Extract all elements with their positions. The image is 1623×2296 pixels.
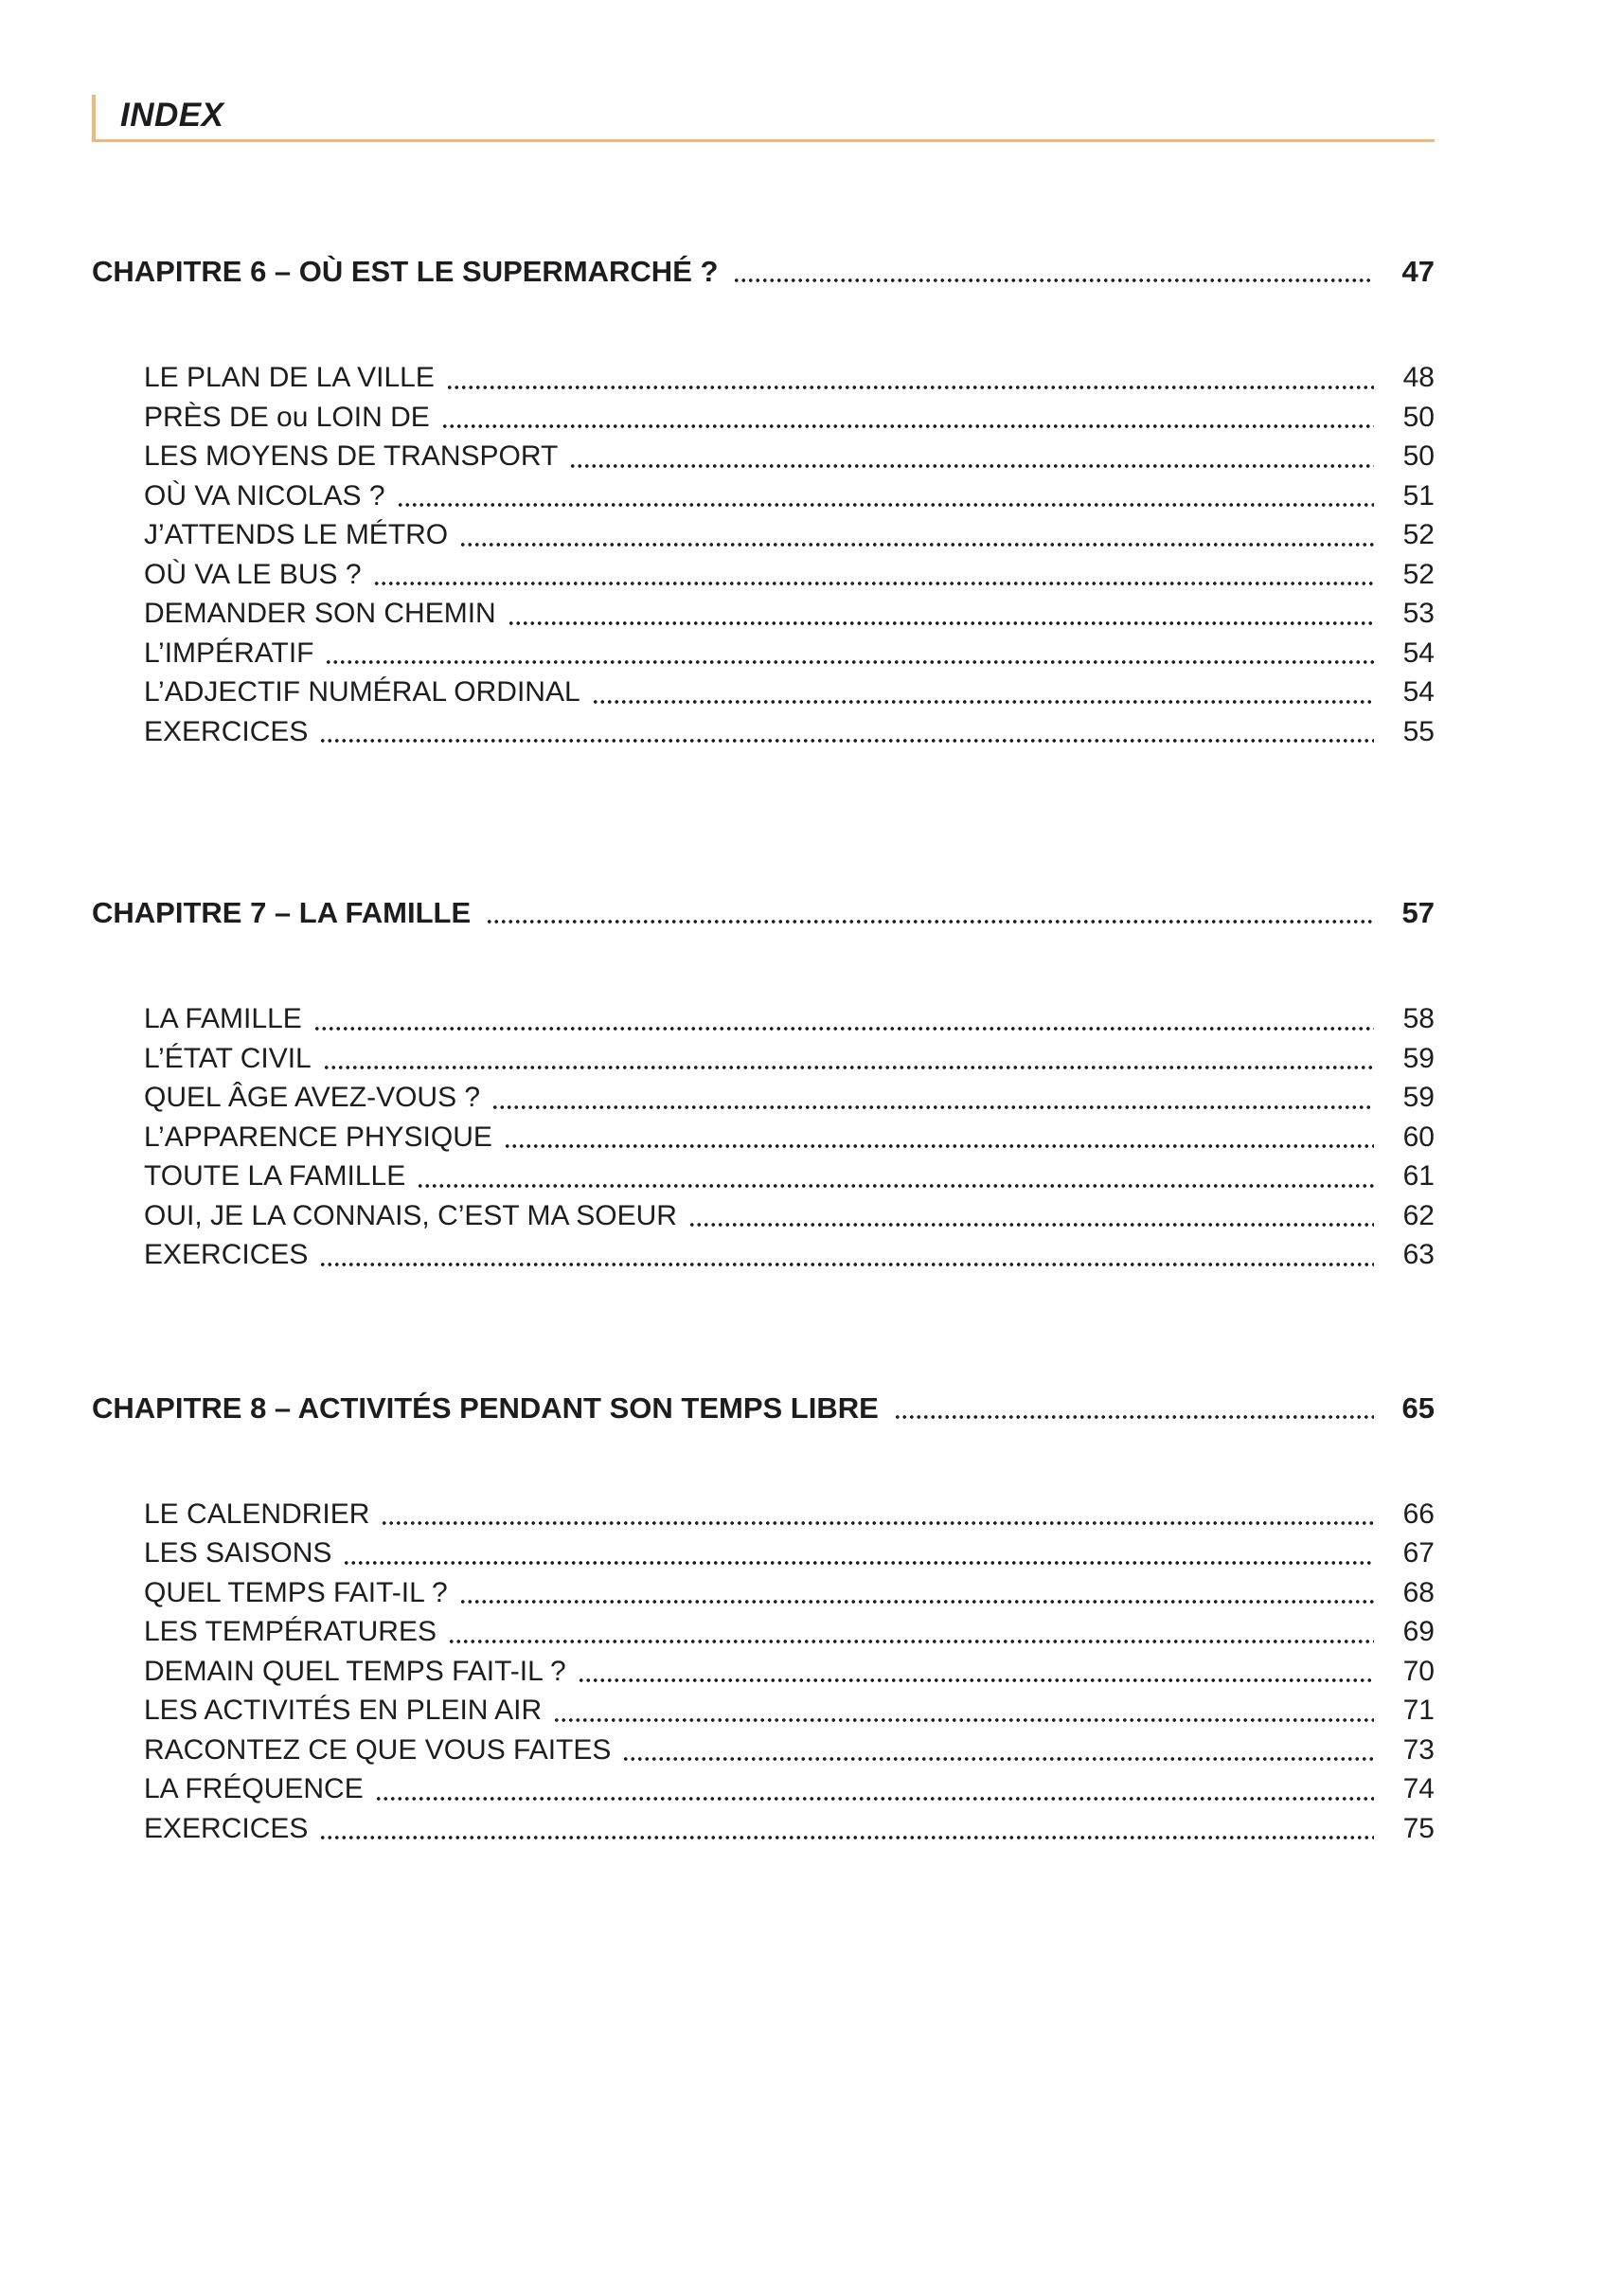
toc-entry xyxy=(92,1235,1435,1275)
dot-leader xyxy=(569,463,1374,469)
toc-entry-label: RACONTEZ CE QUE VOUS FAITES xyxy=(144,1733,612,1766)
toc-entry-label: DEMANDER SON CHEMIN xyxy=(144,598,496,629)
dot-leader xyxy=(622,1756,1374,1762)
toc-entry-page: 50 xyxy=(1402,440,1435,472)
page-title: INDEX xyxy=(120,97,224,134)
toc-entry-page: 67 xyxy=(1402,1537,1435,1569)
toc-entry-label: OUI, JE LA CONNAIS, C’EST MA SOEUR xyxy=(144,1199,677,1231)
chapter-section-6 xyxy=(92,252,1435,751)
dot-leader xyxy=(446,385,1374,390)
dot-leader xyxy=(448,1639,1374,1644)
dot-leader xyxy=(343,1560,1374,1566)
toc-entry-page: 62 xyxy=(1402,1199,1435,1231)
dot-leader xyxy=(313,1026,1374,1031)
dot-leader xyxy=(373,581,1374,586)
toc-entry-label: OÙ VA NICOLAS ? xyxy=(144,479,385,511)
toc-entry-label: LA FRÉQUENCE xyxy=(144,1773,364,1804)
dot-leader xyxy=(397,502,1374,508)
chapter-page-number: 57 xyxy=(1401,896,1435,929)
dot-leader xyxy=(323,1065,1374,1070)
toc-entry-page: 71 xyxy=(1402,1695,1435,1726)
toc-entry-label: LE CALENDRIER xyxy=(144,1498,370,1530)
toc-entry-label: EXERCICES xyxy=(144,1239,309,1270)
dot-leader xyxy=(319,738,1374,744)
chapter-heading xyxy=(92,893,1435,933)
toc-entry-page: 68 xyxy=(1402,1576,1435,1608)
toc-entry xyxy=(92,1769,1435,1809)
toc-entry-label: LE PLAN DE LA VILLE xyxy=(144,362,435,393)
toc-entry-page: 59 xyxy=(1402,1082,1435,1113)
toc-entry-page: 51 xyxy=(1402,479,1435,511)
toc-entry xyxy=(92,673,1435,712)
toc-entry-page: 69 xyxy=(1402,1616,1435,1647)
toc-entry xyxy=(92,1118,1435,1157)
toc-entry-label: J’ATTENDS LE MÉTRO xyxy=(144,519,449,550)
toc-entry xyxy=(92,634,1435,673)
toc-entry-page: 54 xyxy=(1402,637,1435,669)
dot-leader xyxy=(508,620,1374,626)
toc-entry-page: 66 xyxy=(1402,1498,1435,1530)
chapter-entries xyxy=(92,358,1435,751)
toc-entry xyxy=(92,398,1435,438)
toc-entry-page: 70 xyxy=(1402,1655,1435,1687)
toc-entry-label: PRÈS DE ou LOIN DE xyxy=(144,401,430,433)
toc-entry xyxy=(92,712,1435,752)
toc-entry-label: L’ÉTAT CIVIL xyxy=(144,1042,312,1074)
toc-entry-page: 75 xyxy=(1402,1812,1435,1844)
dot-leader xyxy=(319,1835,1374,1840)
toc-entry xyxy=(92,999,1435,1039)
toc-entry-page: 52 xyxy=(1402,519,1435,550)
toc-entry xyxy=(92,1809,1435,1849)
chapter-entries xyxy=(92,999,1435,1275)
toc-entry xyxy=(92,515,1435,555)
dot-leader xyxy=(459,542,1374,547)
toc-entry-page: 48 xyxy=(1402,362,1435,393)
dot-leader xyxy=(894,1414,1374,1420)
toc-entry xyxy=(92,1534,1435,1573)
dot-leader xyxy=(417,1183,1374,1189)
dot-leader xyxy=(319,1262,1374,1267)
chapter-heading xyxy=(92,1389,1435,1428)
toc-entry xyxy=(92,1731,1435,1770)
toc-entry xyxy=(92,358,1435,398)
dot-leader xyxy=(381,1520,1374,1526)
toc-entry-page: 50 xyxy=(1402,401,1435,433)
toc-entry xyxy=(92,555,1435,595)
toc-entry-label: L’APPARENCE PHYSIQUE xyxy=(144,1121,492,1153)
dot-leader xyxy=(733,278,1374,283)
toc-entry xyxy=(92,1652,1435,1692)
toc-entry-page: 61 xyxy=(1402,1160,1435,1192)
dot-leader xyxy=(504,1143,1374,1149)
toc-entry-page: 74 xyxy=(1402,1773,1435,1804)
dot-leader xyxy=(375,1796,1374,1802)
toc-entry-page: 52 xyxy=(1402,558,1435,590)
chapter-section-7 xyxy=(92,893,1435,1275)
toc-entry xyxy=(92,1157,1435,1196)
toc-entry-label: OÙ VA LE BUS ? xyxy=(144,558,362,590)
toc-entry-page: 58 xyxy=(1402,1003,1435,1034)
toc-entry xyxy=(92,1078,1435,1118)
dot-leader xyxy=(491,1104,1374,1110)
toc-entry-page: 73 xyxy=(1402,1733,1435,1766)
toc-entry xyxy=(92,1039,1435,1079)
toc-entry-label: EXERCICES xyxy=(144,1812,309,1844)
chapter-title: CHAPITRE 6 – OÙ EST LE SUPERMARCHÉ ? xyxy=(92,255,719,288)
toc-entry xyxy=(92,594,1435,634)
toc-entry-label: LA FAMILLE xyxy=(144,1003,302,1034)
chapter-title: CHAPITRE 7 – LA FAMILLE xyxy=(92,896,472,929)
dot-leader xyxy=(578,1677,1374,1683)
dot-leader xyxy=(592,699,1374,705)
toc-entry xyxy=(92,1691,1435,1731)
toc-entry-label: TOUTE LA FAMILLE xyxy=(144,1160,406,1192)
dot-leader xyxy=(441,423,1374,429)
dot-leader xyxy=(553,1717,1374,1723)
toc-entry-label: QUEL ÂGE AVEZ-VOUS ? xyxy=(144,1082,481,1113)
toc-entry-page: 53 xyxy=(1402,598,1435,629)
index-header xyxy=(92,95,1435,142)
chapter-entries xyxy=(92,1495,1435,1849)
toc-entry xyxy=(92,1612,1435,1652)
toc-entry-page: 63 xyxy=(1402,1239,1435,1270)
chapter-page-number: 47 xyxy=(1401,255,1435,288)
toc-entry-label: LES MOYENS DE TRANSPORT xyxy=(144,440,559,472)
toc-entry xyxy=(92,437,1435,476)
toc-entry-label: DEMAIN QUEL TEMPS FAIT-IL ? xyxy=(144,1655,566,1687)
toc-entry-page: 54 xyxy=(1402,676,1435,708)
toc-entry xyxy=(92,1495,1435,1534)
toc-entry-label: LES TEMPÉRATURES xyxy=(144,1616,437,1647)
chapter-page-number: 65 xyxy=(1401,1390,1435,1425)
toc-entry-label: L’IMPÉRATIF xyxy=(144,637,314,669)
dot-leader xyxy=(688,1222,1374,1228)
toc-entry xyxy=(92,1196,1435,1236)
toc-entry-label: LES ACTIVITÉS EN PLEIN AIR xyxy=(144,1695,543,1726)
toc-entry-label: EXERCICES xyxy=(144,715,309,747)
dot-leader xyxy=(459,1599,1374,1605)
toc-entry-label: QUEL TEMPS FAIT-IL ? xyxy=(144,1576,448,1608)
dot-leader xyxy=(486,919,1374,924)
toc-entry-page: 59 xyxy=(1402,1042,1435,1074)
chapter-title: CHAPITRE 8 – ACTIVITÉS PENDANT SON TEMPS LIBRE xyxy=(92,1390,879,1425)
toc-entry-page: 60 xyxy=(1402,1121,1435,1153)
toc-entry-label: LES SAISONS xyxy=(144,1537,332,1569)
toc-entry-label: L’ADJECTIF NUMÉRAL ORDINAL xyxy=(144,676,580,708)
chapter-heading xyxy=(92,252,1435,292)
toc-entry xyxy=(92,1573,1435,1613)
chapter-section-8 xyxy=(92,1389,1435,1849)
dot-leader xyxy=(325,659,1374,665)
toc-entry-page: 55 xyxy=(1402,715,1435,747)
toc-entry xyxy=(92,476,1435,516)
